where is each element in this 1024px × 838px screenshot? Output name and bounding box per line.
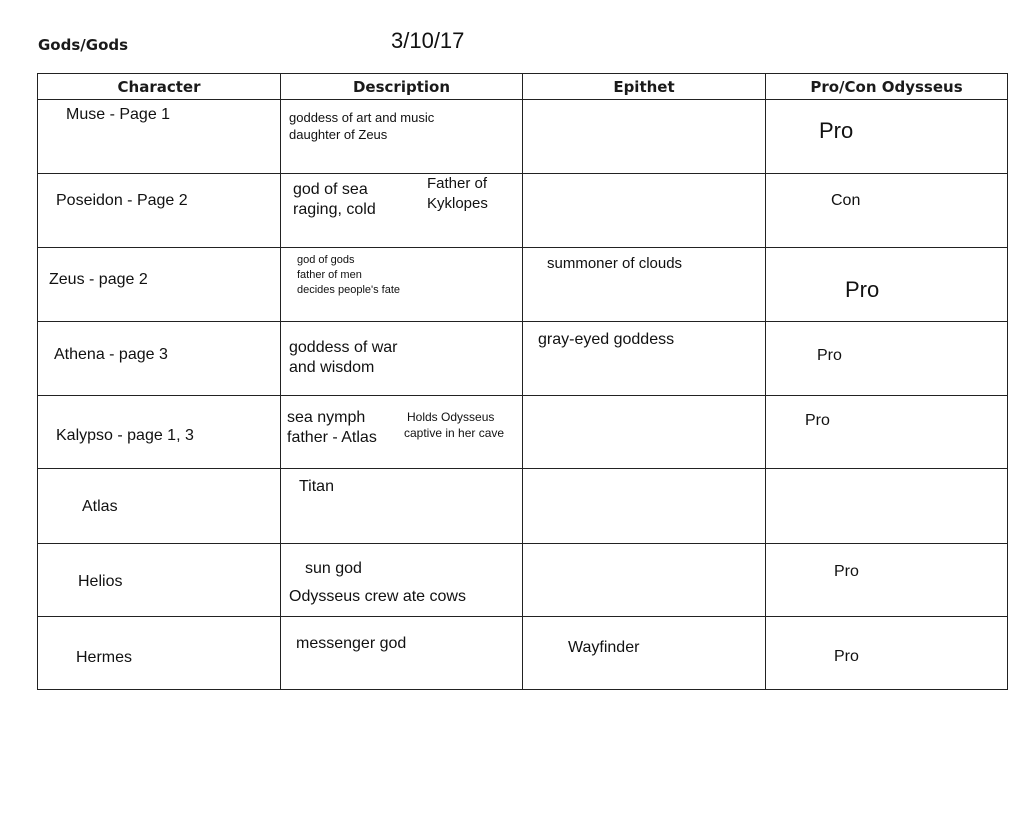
- cell-description: goddess of war: [289, 339, 398, 356]
- cell-description: Odysseus crew ate cows: [289, 588, 466, 605]
- cell-description: goddess of art and music: [289, 110, 435, 125]
- cell-description: god of sea: [293, 181, 368, 198]
- cell-description-note: Kyklopes: [427, 195, 488, 212]
- cell-description: father - Atlas: [287, 429, 377, 446]
- cell-character: Poseidon - Page 2: [56, 192, 188, 209]
- row-divider: [37, 689, 1008, 690]
- column-header-epithet: Epithet: [613, 78, 675, 96]
- column-divider: [522, 73, 523, 690]
- cell-description-note: Holds Odysseus: [407, 410, 495, 424]
- cell-description-note: Father of: [427, 175, 488, 192]
- cell-character: Atlas: [82, 498, 118, 515]
- cell-description: Titan: [299, 478, 334, 495]
- cell-description: daughter of Zeus: [289, 127, 388, 142]
- cell-description: father of men: [297, 269, 362, 281]
- row-divider: [37, 99, 1008, 100]
- cell-procon: Pro: [805, 412, 830, 429]
- cell-character: Hermes: [76, 649, 133, 666]
- page-date: 3/10/17: [391, 28, 465, 53]
- column-header-description: Description: [352, 78, 451, 96]
- cell-description: raging, cold: [293, 201, 376, 218]
- row-divider: [37, 468, 1008, 469]
- cell-epithet: gray-eyed goddess: [538, 331, 675, 348]
- cell-description-note: captive in her cave: [404, 426, 505, 440]
- row-divider: [37, 616, 1008, 617]
- cell-procon: Con: [831, 192, 861, 209]
- cell-procon: Pro: [845, 277, 880, 302]
- column-divider: [280, 73, 281, 690]
- column-divider: [765, 73, 766, 690]
- cell-character: Zeus - page 2: [49, 271, 148, 288]
- cell-character: Kalypso - page 1, 3: [56, 427, 194, 444]
- row-divider: [37, 321, 1008, 322]
- row-divider: [37, 395, 1008, 396]
- cell-description: god of gods: [297, 254, 355, 266]
- cell-description: messenger god: [296, 635, 407, 652]
- cell-description: and wisdom: [289, 359, 375, 376]
- cell-epithet: summoner of clouds: [547, 255, 683, 272]
- cell-description: decides people's fate: [297, 284, 401, 296]
- cell-procon: Pro: [817, 347, 842, 364]
- row-divider: [37, 173, 1008, 174]
- cell-description: sea nymph: [287, 409, 366, 426]
- cell-procon: Pro: [819, 118, 854, 143]
- row-divider: [37, 543, 1008, 544]
- cell-procon: Pro: [834, 563, 859, 580]
- cell-character: Muse - Page 1: [66, 106, 171, 123]
- column-header-procon: Pro/Con Odysseus: [810, 78, 963, 96]
- column-header-character: Character: [117, 78, 201, 96]
- cell-character: Helios: [78, 573, 123, 590]
- column-divider: [1007, 73, 1008, 690]
- page-title: Gods/Gods: [38, 36, 129, 54]
- row-divider: [37, 247, 1008, 248]
- cell-epithet: Wayfinder: [568, 639, 640, 656]
- cell-description: sun god: [305, 560, 362, 577]
- cell-procon: Pro: [834, 648, 859, 665]
- cell-character: Athena - page 3: [54, 346, 168, 363]
